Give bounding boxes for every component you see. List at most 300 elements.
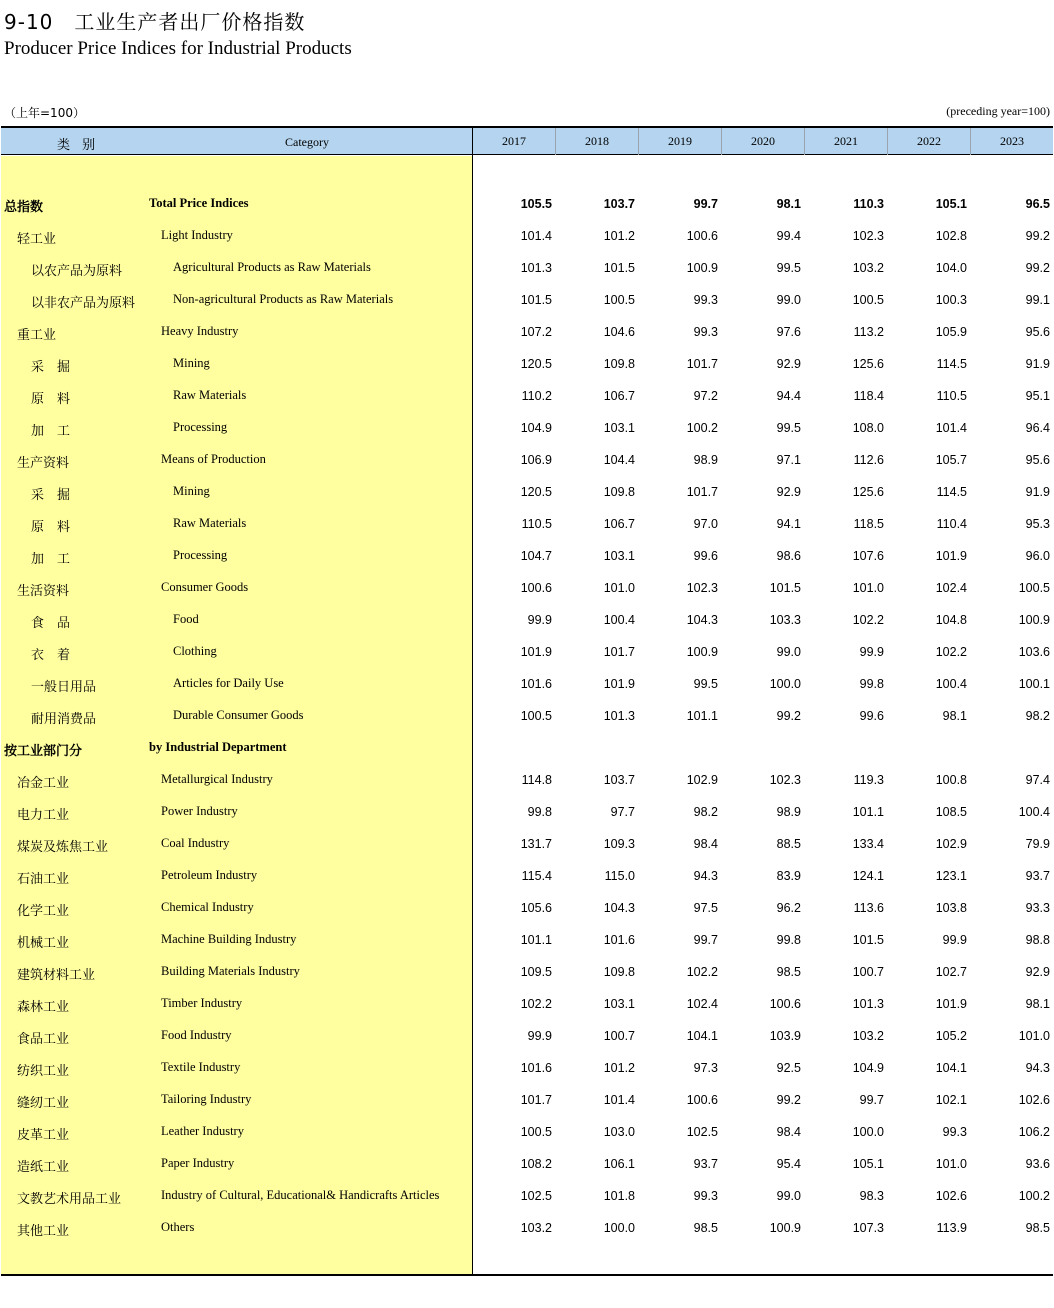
index-value: 113.2	[853, 325, 884, 339]
table-row	[0, 1020, 1054, 1052]
header-year: 2023	[970, 128, 1053, 155]
category-english: Mining	[173, 484, 210, 498]
index-value: 100.9	[769, 1221, 801, 1235]
table-row	[0, 828, 1054, 860]
table-row	[0, 284, 1054, 316]
index-value: 95.1	[1025, 389, 1050, 403]
header-year: 2017	[472, 128, 555, 155]
index-value: 97.7	[610, 805, 635, 819]
index-value: 102.1	[935, 1093, 967, 1107]
table-row	[0, 220, 1054, 252]
category-chinese: 缝纫工业	[17, 1096, 70, 1111]
table-row	[0, 348, 1054, 380]
index-value: 103.7	[603, 773, 635, 787]
index-value: 102.7	[935, 965, 967, 979]
category-chinese: 原 料	[31, 392, 71, 407]
index-value: 115.0	[604, 869, 635, 883]
index-value: 103.2	[520, 1221, 552, 1235]
index-value: 83.9	[776, 869, 801, 883]
row-values	[471, 892, 1054, 924]
index-value: 93.7	[693, 1157, 718, 1171]
index-value: 94.3	[693, 869, 718, 883]
row-values	[471, 924, 1054, 956]
index-value: 99.0	[776, 293, 801, 307]
index-value: 113.9	[936, 1221, 967, 1235]
row-values	[471, 988, 1054, 1020]
index-value: 103.8	[935, 901, 967, 915]
index-value: 98.5	[1025, 1221, 1050, 1235]
index-value: 115.4	[521, 869, 552, 883]
index-value: 99.6	[693, 549, 718, 563]
row-values	[471, 476, 1054, 508]
index-value: 99.0	[776, 645, 801, 659]
index-value: 133.4	[852, 837, 884, 851]
table-row	[0, 476, 1054, 508]
index-value: 102.5	[686, 1125, 718, 1139]
index-value: 106.9	[520, 453, 552, 467]
index-value: 96.4	[1025, 421, 1050, 435]
header-year: 2020	[721, 128, 804, 155]
index-value: 100.9	[686, 261, 718, 275]
index-value: 101.5	[520, 293, 552, 307]
unit-note-english: (preceding year=100)	[946, 104, 1050, 118]
index-value: 102.3	[686, 581, 718, 595]
index-value: 102.9	[686, 773, 718, 787]
index-value: 101.0	[603, 581, 635, 595]
category-english: Consumer Goods	[161, 580, 249, 594]
table-row	[0, 1084, 1054, 1116]
category-english: Food Industry	[161, 1028, 232, 1042]
index-value: 98.9	[776, 805, 801, 819]
category-chinese: 衣 着	[31, 648, 71, 663]
index-value: 103.9	[769, 1029, 801, 1043]
index-value: 98.1	[942, 709, 967, 723]
index-value: 120.5	[520, 485, 552, 499]
index-value: 108.2	[520, 1157, 552, 1171]
category-english: Articles for Daily Use	[173, 676, 284, 690]
row-values	[471, 348, 1054, 380]
category-english: Power Industry	[161, 804, 238, 818]
header-years	[472, 128, 1053, 155]
index-value: 100.6	[769, 997, 801, 1011]
row-values	[471, 252, 1054, 284]
row-values	[471, 796, 1054, 828]
index-value: 118.4	[853, 389, 884, 403]
row-values	[471, 1148, 1054, 1180]
index-value: 100.5	[603, 293, 635, 307]
row-values	[471, 732, 1054, 764]
index-value: 101.2	[603, 229, 635, 243]
header-year: 2021	[804, 128, 887, 155]
row-values	[471, 540, 1054, 572]
index-value: 110.3	[853, 197, 884, 211]
index-value: 104.1	[686, 1029, 718, 1043]
index-value: 101.4	[520, 229, 552, 243]
index-value: 92.5	[776, 1061, 801, 1075]
index-value: 109.5	[520, 965, 552, 979]
index-value: 106.1	[603, 1157, 635, 1171]
header-category-chinese: 类 别	[57, 138, 100, 153]
category-english: Clothing	[173, 644, 217, 658]
category-chinese: 食 品	[31, 616, 71, 631]
category-chinese: 加 工	[31, 552, 71, 567]
index-value: 109.8	[603, 485, 635, 499]
index-value: 103.2	[852, 261, 884, 275]
category-chinese: 石油工业	[17, 872, 70, 887]
index-value	[969, 732, 1052, 764]
index-value: 99.9	[527, 613, 552, 627]
index-value: 104.0	[935, 261, 967, 275]
index-value: 103.1	[603, 421, 635, 435]
index-value: 131.7	[520, 837, 552, 851]
index-value: 96.0	[1025, 549, 1050, 563]
category-chinese: 采 掘	[31, 360, 71, 375]
index-value: 99.3	[693, 325, 718, 339]
index-value: 110.5	[521, 517, 552, 531]
index-value: 107.3	[852, 1221, 884, 1235]
index-value: 99.4	[776, 229, 801, 243]
index-value: 104.9	[852, 1061, 884, 1075]
index-value: 101.0	[852, 581, 884, 595]
category-chinese: 轻工业	[17, 232, 57, 247]
category-chinese: 化学工业	[17, 904, 70, 919]
category-english: Light Industry	[161, 228, 233, 242]
index-value: 100.9	[1018, 613, 1050, 627]
index-value: 101.6	[603, 933, 635, 947]
unit-note-chinese: （上年=100）	[4, 106, 85, 120]
header-year: 2022	[887, 128, 970, 155]
category-chinese: 原 料	[31, 520, 71, 535]
index-value: 103.1	[603, 997, 635, 1011]
index-value: 99.9	[942, 933, 967, 947]
table-row	[0, 764, 1054, 796]
index-value: 102.8	[935, 229, 967, 243]
category-chinese: 以非农产品为原料	[31, 296, 136, 311]
index-value: 105.1	[935, 197, 967, 211]
row-values	[471, 1180, 1054, 1212]
category-chinese: 总指数	[4, 200, 44, 215]
index-value: 88.5	[776, 837, 801, 851]
index-value: 105.6	[520, 901, 552, 915]
row-values	[471, 220, 1054, 252]
index-value: 100.6	[520, 581, 552, 595]
table-row	[0, 956, 1054, 988]
row-values	[471, 1052, 1054, 1084]
index-value: 102.2	[852, 613, 884, 627]
index-value: 100.0	[852, 1125, 884, 1139]
row-values	[471, 444, 1054, 476]
table-row	[0, 636, 1054, 668]
index-value: 102.2	[520, 997, 552, 1011]
category-english: by Industrial Department	[149, 740, 287, 754]
index-value: 106.2	[1018, 1125, 1050, 1139]
category-english: Machine Building Industry	[161, 932, 297, 946]
index-value: 92.9	[776, 485, 801, 499]
category-english: Building Materials Industry	[161, 964, 300, 978]
index-value: 101.9	[935, 549, 967, 563]
index-value: 98.8	[1025, 933, 1050, 947]
index-value: 98.2	[1025, 709, 1050, 723]
index-value: 91.9	[1025, 357, 1050, 371]
category-chinese: 煤炭及炼焦工业	[17, 840, 109, 855]
category-english: Agricultural Products as Raw Materials	[173, 260, 371, 274]
category-chinese: 电力工业	[17, 808, 70, 823]
index-value: 101.3	[603, 709, 635, 723]
index-value: 101.4	[603, 1093, 635, 1107]
index-value: 103.7	[603, 197, 635, 211]
category-chinese: 食品工业	[17, 1032, 70, 1047]
index-value: 99.5	[776, 261, 801, 275]
index-value: 109.3	[603, 837, 635, 851]
table-row	[0, 572, 1054, 604]
index-value: 103.3	[769, 613, 801, 627]
index-value: 101.4	[935, 421, 967, 435]
index-value: 98.9	[693, 453, 718, 467]
index-value: 98.4	[776, 1125, 801, 1139]
category-chinese: 以农产品为原料	[31, 264, 123, 279]
index-value: 104.4	[603, 453, 635, 467]
category-chinese: 一般日用品	[31, 680, 97, 695]
category-chinese: 文教艺术用品工业	[17, 1192, 122, 1207]
index-value: 104.1	[935, 1061, 967, 1075]
index-value: 97.4	[1025, 773, 1050, 787]
index-value: 109.8	[603, 965, 635, 979]
index-value: 125.6	[852, 485, 884, 499]
table-row	[0, 796, 1054, 828]
category-english: Food	[173, 612, 199, 626]
index-value: 79.9	[1025, 837, 1050, 851]
row-values	[471, 700, 1054, 732]
category-chinese: 耐用消费品	[31, 712, 97, 727]
table-body	[0, 188, 1054, 1244]
category-english: Metallurgical Industry	[161, 772, 273, 786]
index-value: 100.3	[935, 293, 967, 307]
category-english: Others	[161, 1220, 195, 1234]
index-value: 99.2	[776, 709, 801, 723]
index-value: 108.5	[935, 805, 967, 819]
index-value: 108.0	[852, 421, 884, 435]
row-values	[471, 412, 1054, 444]
index-value: 104.3	[603, 901, 635, 915]
index-value: 112.6	[853, 453, 884, 467]
index-value: 95.3	[1025, 517, 1050, 531]
index-value: 104.8	[935, 613, 967, 627]
row-values	[471, 380, 1054, 412]
category-english: Paper Industry	[161, 1156, 235, 1170]
index-value: 100.4	[935, 677, 967, 691]
table-row	[0, 540, 1054, 572]
index-value	[803, 732, 886, 764]
index-value: 98.5	[693, 1221, 718, 1235]
table-row	[0, 604, 1054, 636]
index-value: 101.9	[520, 645, 552, 659]
index-value: 125.6	[852, 357, 884, 371]
row-values	[471, 668, 1054, 700]
table-row	[0, 892, 1054, 924]
table-row	[0, 1116, 1054, 1148]
index-value: 98.6	[776, 549, 801, 563]
index-value: 97.1	[776, 453, 801, 467]
index-value	[471, 732, 554, 764]
index-value: 99.7	[693, 197, 718, 211]
index-value: 100.0	[603, 1221, 635, 1235]
index-value: 99.9	[859, 645, 884, 659]
row-values	[471, 1212, 1054, 1244]
index-value: 102.6	[935, 1189, 967, 1203]
index-value: 95.6	[1025, 453, 1050, 467]
category-english: Mining	[173, 356, 210, 370]
index-value: 100.5	[1018, 581, 1050, 595]
row-values	[471, 188, 1054, 220]
index-value: 93.3	[1025, 901, 1050, 915]
index-value: 94.1	[776, 517, 801, 531]
row-values	[471, 828, 1054, 860]
row-values	[471, 1084, 1054, 1116]
index-value: 92.9	[776, 357, 801, 371]
index-value: 105.7	[935, 453, 967, 467]
index-value: 119.3	[853, 773, 884, 787]
row-values	[471, 572, 1054, 604]
index-value: 99.7	[693, 933, 718, 947]
index-value: 98.1	[776, 197, 801, 211]
index-value: 105.9	[935, 325, 967, 339]
index-value: 113.6	[853, 901, 884, 915]
category-chinese: 重工业	[17, 328, 57, 343]
index-value: 101.1	[852, 805, 884, 819]
index-value: 114.5	[936, 485, 967, 499]
index-value: 100.1	[1018, 677, 1050, 691]
index-value	[720, 732, 803, 764]
index-value: 106.7	[603, 389, 635, 403]
index-value	[554, 732, 637, 764]
table-row	[0, 1052, 1054, 1084]
index-value: 114.8	[521, 773, 552, 787]
table-row	[0, 252, 1054, 284]
index-value: 93.6	[1025, 1157, 1050, 1171]
table-row	[0, 924, 1054, 956]
index-value: 99.3	[693, 293, 718, 307]
index-value: 114.5	[936, 357, 967, 371]
category-english: Coal Industry	[161, 836, 230, 850]
index-value: 105.2	[935, 1029, 967, 1043]
table-row	[0, 444, 1054, 476]
index-value: 110.2	[521, 389, 552, 403]
index-value: 99.3	[942, 1125, 967, 1139]
index-value: 91.9	[1025, 485, 1050, 499]
index-value: 98.4	[693, 837, 718, 851]
index-value: 93.7	[1025, 869, 1050, 883]
index-value: 98.1	[1025, 997, 1050, 1011]
index-value: 100.9	[686, 645, 718, 659]
index-value: 94.4	[776, 389, 801, 403]
category-chinese: 生活资料	[17, 584, 70, 599]
index-value: 101.2	[603, 1061, 635, 1075]
index-value: 92.9	[1025, 965, 1050, 979]
category-english: Total Price Indices	[149, 196, 249, 210]
index-value: 99.8	[527, 805, 552, 819]
index-value: 100.7	[603, 1029, 635, 1043]
table-row	[0, 860, 1054, 892]
index-value: 99.5	[693, 677, 718, 691]
index-value: 118.5	[853, 517, 884, 531]
index-value: 100.4	[603, 613, 635, 627]
index-value: 101.8	[603, 1189, 635, 1203]
index-value: 99.5	[776, 421, 801, 435]
index-value: 101.7	[520, 1093, 552, 1107]
index-value: 100.6	[686, 1093, 718, 1107]
row-values	[471, 284, 1054, 316]
index-value: 101.0	[935, 1157, 967, 1171]
row-values	[471, 860, 1054, 892]
category-chinese: 采 掘	[31, 488, 71, 503]
table-row	[0, 668, 1054, 700]
table-row	[0, 1180, 1054, 1212]
category-chinese: 其他工业	[17, 1224, 70, 1239]
index-value: 102.5	[520, 1189, 552, 1203]
table-header	[1, 126, 1053, 155]
category-english: Timber Industry	[161, 996, 243, 1010]
index-value: 96.5	[1025, 197, 1050, 211]
index-value: 101.7	[686, 357, 718, 371]
index-value: 104.6	[603, 325, 635, 339]
category-english: Petroleum Industry	[161, 868, 258, 882]
table-row	[0, 1212, 1054, 1244]
index-value: 100.6	[686, 229, 718, 243]
index-value: 97.2	[693, 389, 718, 403]
index-value: 101.3	[520, 261, 552, 275]
table-row	[0, 700, 1054, 732]
index-value: 99.6	[859, 709, 884, 723]
category-chinese: 造纸工业	[17, 1160, 70, 1175]
category-english: Leather Industry	[161, 1124, 244, 1138]
header-year: 2019	[638, 128, 721, 155]
category-english: Industry of Cultural, Educational& Handicrafts Articles	[161, 1188, 440, 1202]
index-value: 102.2	[686, 965, 718, 979]
index-value: 101.6	[520, 1061, 552, 1075]
table-row	[0, 188, 1054, 220]
category-english: Textile Industry	[161, 1060, 241, 1074]
index-value: 97.5	[693, 901, 718, 915]
index-value: 97.0	[693, 517, 718, 531]
table-row	[0, 412, 1054, 444]
category-english: Raw Materials	[173, 516, 247, 530]
page-title-english: Producer Price Indices for Industrial Products	[4, 38, 352, 59]
index-value: 102.3	[769, 773, 801, 787]
index-value: 107.6	[852, 549, 884, 563]
index-value: 98.3	[859, 1189, 884, 1203]
category-english: Chemical Industry	[161, 900, 254, 914]
index-value: 100.2	[686, 421, 718, 435]
category-english: Heavy Industry	[161, 324, 239, 338]
header-year: 2018	[555, 128, 638, 155]
index-value: 99.2	[1025, 229, 1050, 243]
index-value: 101.7	[686, 485, 718, 499]
index-value: 100.8	[935, 773, 967, 787]
page-title-chinese: 9-10 工业生产者出厂价格指数	[4, 10, 306, 34]
index-value: 102.4	[935, 581, 967, 595]
row-values	[471, 508, 1054, 540]
index-value: 98.5	[776, 965, 801, 979]
index-value: 103.6	[1018, 645, 1050, 659]
index-value: 100.5	[520, 709, 552, 723]
index-value: 106.7	[603, 517, 635, 531]
category-english: Durable Consumer Goods	[173, 708, 304, 722]
index-value: 105.1	[852, 1157, 884, 1171]
index-value: 101.9	[603, 677, 635, 691]
category-english: Non-agricultural Products as Raw Materials	[173, 292, 394, 306]
index-value: 101.9	[935, 997, 967, 1011]
index-value	[637, 732, 720, 764]
